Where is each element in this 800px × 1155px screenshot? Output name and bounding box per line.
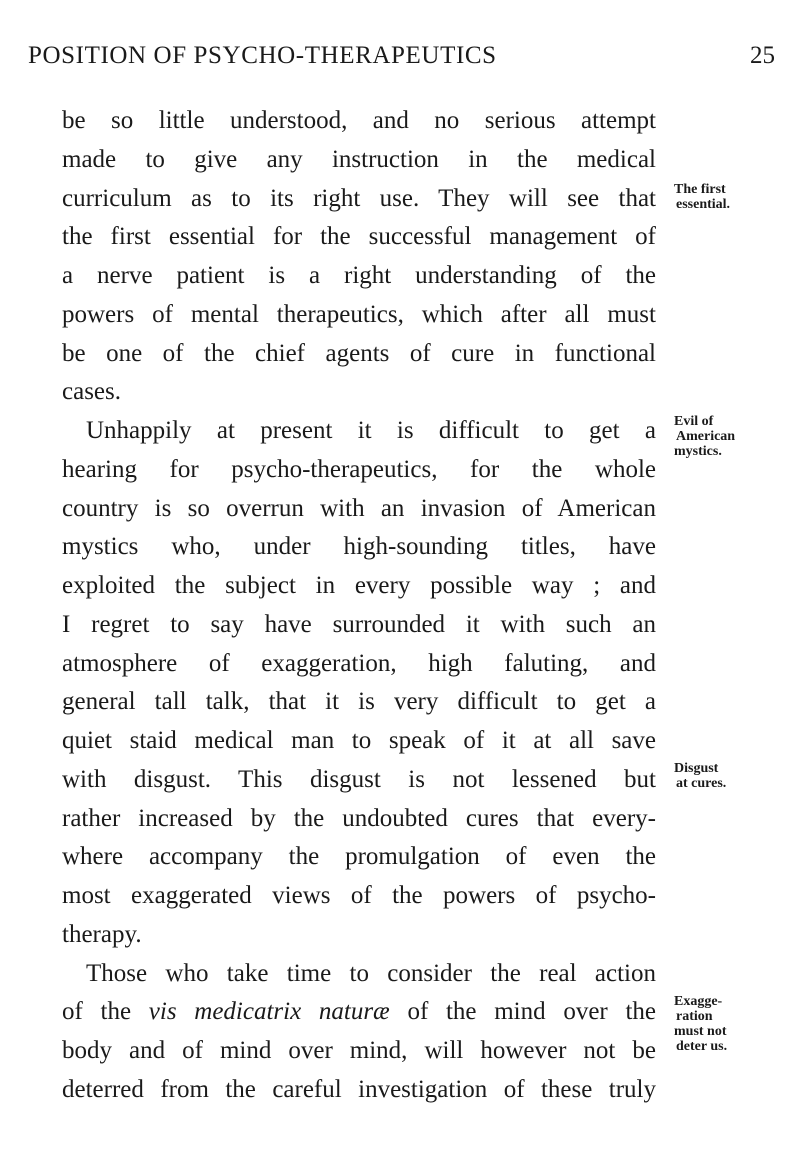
text-line: mystics who, under high-sounding titles, have (62, 533, 656, 561)
text-line: powers of mental therapeutics, which after all must (62, 300, 656, 328)
side-note-line: ration (676, 1009, 713, 1024)
side-note-line: essential. (676, 197, 731, 212)
latin-phrase: vis medicatrix naturæ (148, 998, 390, 1026)
side-note-first-essential (674, 182, 798, 212)
side-note-line: mystics. (674, 444, 722, 459)
text-line: the first essential for the successful management of (62, 223, 656, 251)
text-line: a nerve patient is a right understanding of the (62, 262, 656, 289)
text-line: therapy. (62, 920, 142, 948)
text-line: atmosphere of exaggeration, high faluting, and (62, 649, 656, 677)
side-note-exaggeration (674, 994, 798, 1054)
text-line: be so little understood, and no serious attempt (62, 107, 656, 134)
text-line: most exaggerated views of the powers of psycho- (62, 882, 656, 909)
text-line: with disgust. This disgust is not lessened but (62, 765, 656, 793)
text-line: quiet staid medical man to speak of it at all save (62, 727, 656, 754)
text-line: I regret to say have surrounded it with such an (62, 610, 656, 638)
side-note-line: must not (674, 1024, 727, 1039)
text-line: Unhappily at present it is difficult to get a (86, 417, 656, 444)
text-line: rather increased by the undoubted cures that every- (62, 804, 656, 832)
text-line: where accompany the promulgation of even the (62, 843, 656, 871)
text-line: hearing for psycho-therapeutics, for the whole (62, 455, 656, 483)
side-note-american-mystics (674, 414, 798, 459)
text-line: exploited the subject in every possible way ; and (62, 572, 656, 599)
side-note-line: at cures. (676, 776, 727, 791)
side-note-disgust (674, 761, 798, 791)
text-line: made to give any instruction in the medical (62, 145, 656, 173)
text-line: be one of the chief agents of cure in functional (62, 339, 656, 367)
text-line: general tall talk, that it is very difficult to get a (62, 688, 656, 716)
side-note-line: Evil of (674, 414, 714, 429)
text-line: deterred from the careful investigation of these truly (62, 1075, 656, 1103)
text-line: curriculum as to its right use. They will see that (62, 184, 656, 212)
running-title: POSITION OF PSYCHO-THERAPEUTICS (28, 42, 497, 69)
side-note-line: The first (674, 182, 726, 197)
side-note-line: Disgust (674, 761, 719, 776)
text-line: cases. (62, 378, 121, 406)
text-run: of the (62, 998, 149, 1026)
text-line: Those who take time to consider the real action (86, 959, 656, 987)
side-note-line: Exagge- (674, 994, 723, 1009)
text-line: country is so overrun with an invasion of American (62, 494, 656, 522)
page-number: 25 (750, 42, 775, 69)
side-note-line: deter us. (676, 1039, 728, 1054)
side-note-line: American (676, 429, 736, 444)
text-line: body and of mind over mind, will however not be (62, 1037, 656, 1064)
text-run: of the mind over the (389, 998, 656, 1026)
